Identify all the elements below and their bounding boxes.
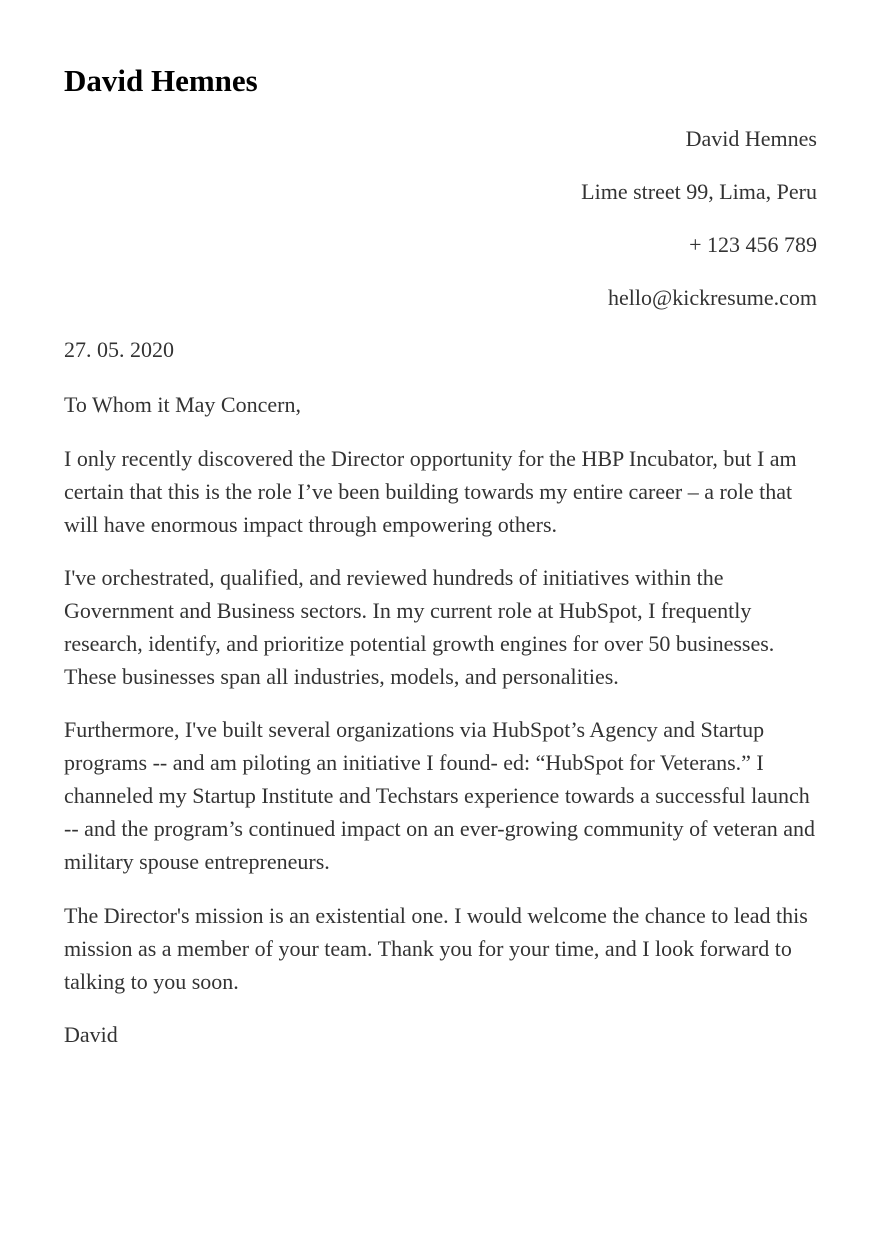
- letter-date: 27. 05. 2020: [64, 337, 174, 362]
- contact-phone: + 123 456 789: [689, 232, 817, 257]
- signoff: David: [64, 1022, 118, 1047]
- salutation: To Whom it May Concern,: [64, 392, 301, 417]
- paragraph-3: Furthermore, I've built several organizations via HubSpot’s Agency and Startup programs -- and am piloting an initiative I found- ed: “HubSpot for Veterans.” I channeled my Startup Institute and Techstars experience towards a successful launch -- and the program’s continued impact on an ever-growing community of veteran and military spouse entrepreneurs.: [64, 717, 815, 874]
- paragraph-1: I only recently discovered the Director opportunity for the HBP Incubator, but I am certain that this is the role I’ve been building towards my entire career – a role that will have enormous impact through empowering others.: [64, 446, 797, 537]
- paragraph-2: I've orchestrated, qualified, and reviewed hundreds of initiatives within the Government and Business sectors. In my current role at HubSpot, I frequently research, identify, and prioritize potential growth engines for over 50 businesses. These businesses span all industries, models, and personalities.: [64, 565, 775, 689]
- paragraph-4: The Director's mission is an existential one. I would welcome the chance to lead this mission as a member of your team. Thank you for your time, and I look forward to talking to you soon.: [64, 903, 808, 994]
- contact-name: David Hemnes: [685, 126, 817, 151]
- contact-email: hello@kickresume.com: [607, 285, 817, 310]
- page-title: David Hemnes: [64, 63, 258, 98]
- contact-address: Lime street 99, Lima, Peru: [581, 179, 817, 204]
- contact-block: [581, 124, 817, 336]
